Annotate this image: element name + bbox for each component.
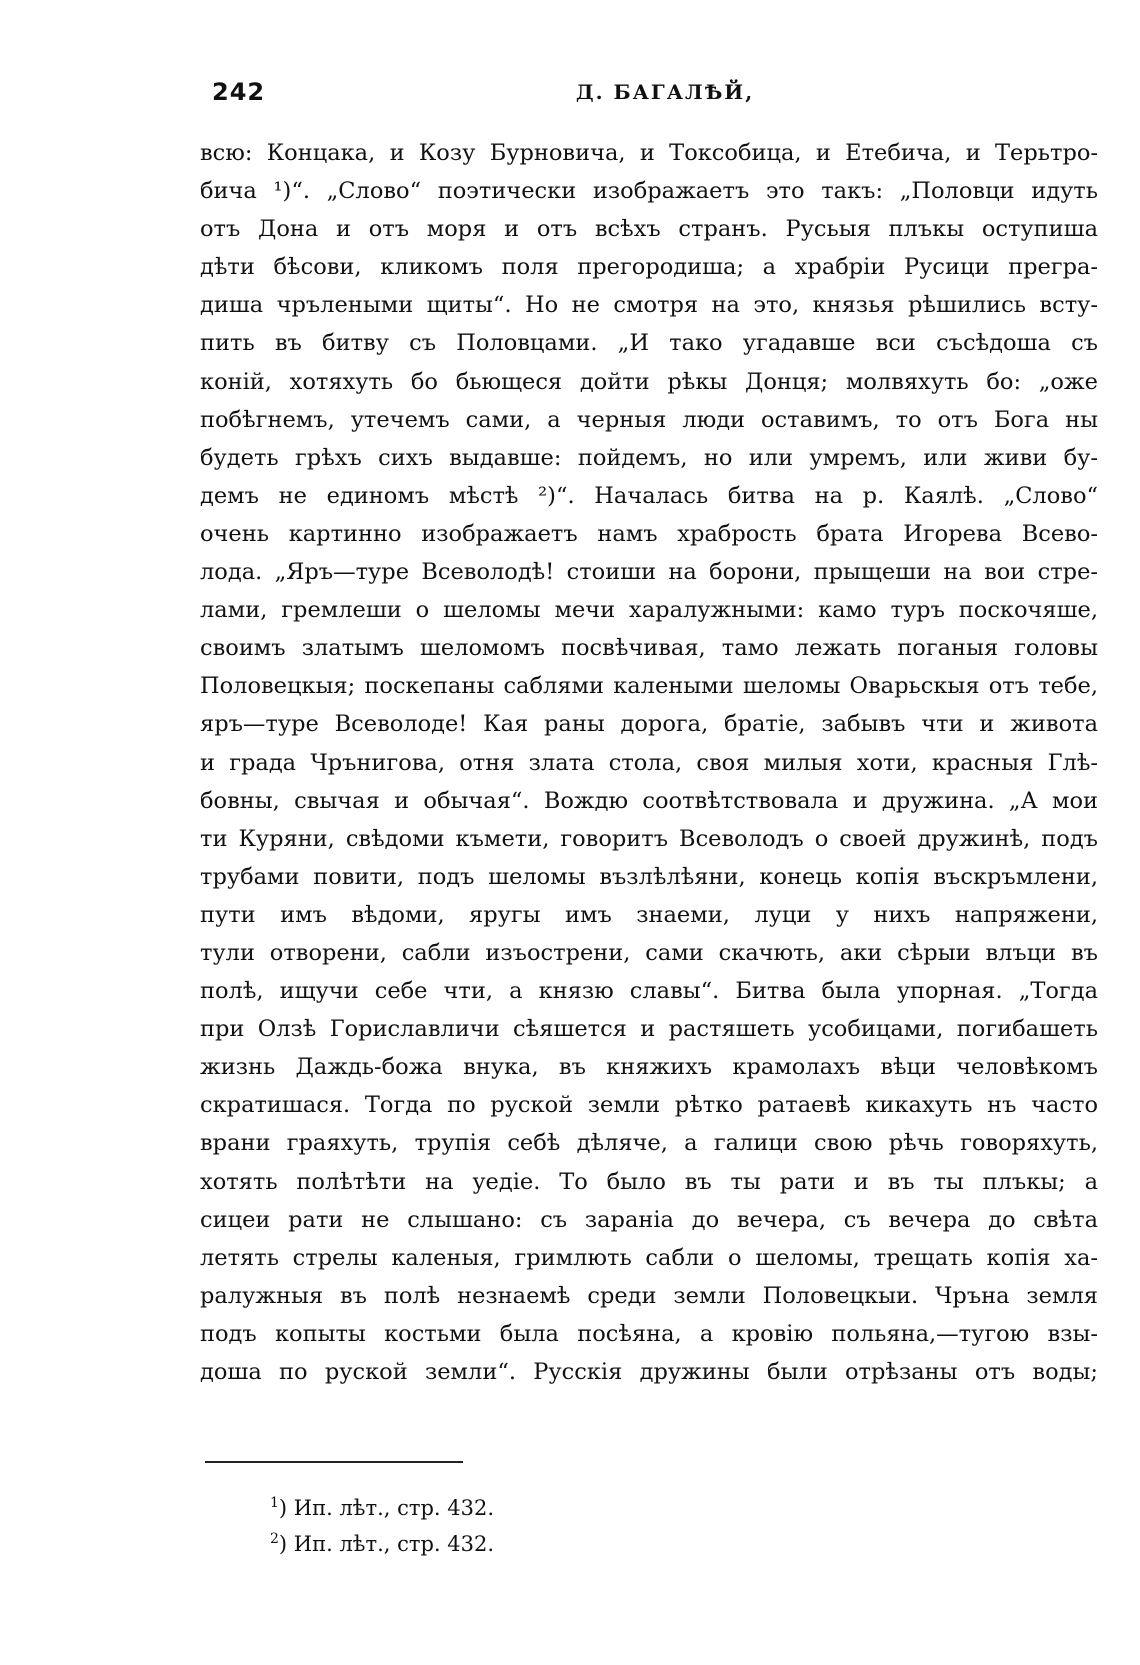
running-head-author: Д. БАГАЛѢЙ, — [575, 80, 755, 104]
text-line: бича ¹)“. „Слово“ поэтически изображаетъ это такъ: „Половци идуть — [200, 178, 1098, 205]
running-head — [200, 78, 1100, 112]
footnotes — [270, 1490, 770, 1562]
text-line: яръ—туре Всеволоде! Кая раны дорога, братіе, забывъ чти и живота — [200, 711, 1098, 738]
text-line: коній, хотяхуть бо бьющеся дойти рѣкы Донця; молвяхуть бо: „оже — [200, 368, 1098, 395]
footnote-mark: 1 — [270, 1495, 279, 1511]
text-line: отъ Дона и отъ моря и отъ всѣхъ странъ. Русьыя плъкы оступиша — [200, 216, 1098, 243]
footnote-text: ) Ип. лѣт., стр. 432. — [278, 1496, 495, 1520]
footnote-1 — [270, 1490, 770, 1526]
text-line: жизнь Даждь-божа внука, въ княжихъ крамолахъ вѣци человѣкомъ — [200, 1054, 1098, 1081]
text-line: при Олзѣ Гориславличи сѣяшется и растяшеть усобицами, погибашеть — [200, 1016, 1098, 1043]
main-text — [200, 134, 1098, 1391]
text-line: всю: Концака, и Козу Бурновича, и Токсобица, и Етебича, и Терьтро- — [200, 140, 1098, 166]
text-line: лода. „Яръ—туре Всеволодѣ! стоиши на борони, прыщеши на вои стре- — [200, 559, 1098, 586]
text-line: подъ копыты костьми была посѣяна, а кровію польяна,—тугою взы- — [200, 1320, 1098, 1347]
text-line: лами, гремлеши о шеломы мечи харалужными: камо туръ поскочяше, — [200, 597, 1098, 624]
footnote-divider — [205, 1461, 463, 1463]
text-line: тули отворени, сабли изъострени, сами скачють, аки сѣрыи влъци въ — [200, 939, 1098, 966]
text-line: хотять полѣтѣти на уедіе. То было въ ты рати и въ ты плъкы; а — [200, 1168, 1098, 1195]
text-line: полѣ, ищучи себе чти, а князю славы“. Битва была упорная. „Тогда — [200, 978, 1098, 1005]
text-line: сицеи рати не слышано: съ зараніа до вечера, съ вечера до свѣта — [200, 1206, 1098, 1233]
footnote-mark: 2 — [270, 1531, 279, 1547]
page-number: 242 — [212, 78, 266, 106]
text-line: трубами повити, подъ шеломы възлѣлѣяни, конець копія въскръмлени, — [200, 863, 1098, 890]
text-line: скратишася. Тогда по руской земли рѣтко ратаевѣ кикахуть нъ часто — [200, 1092, 1098, 1119]
text-line: пить въ битву съ Половцами. „И тако угадавше вси съсѣдоша съ — [200, 330, 1098, 357]
text-line: бовны, свычая и обычая“. Вождю соотвѣтствовала и дружина. „А мои — [200, 787, 1098, 814]
text-line: летять стрелы каленыя, гримлють сабли о шеломы, трещать копія ха- — [200, 1244, 1098, 1271]
text-line: ти Куряни, свѣдоми къмети, говоритъ Всеволодъ о своей дружинѣ, подъ — [200, 825, 1098, 852]
text-line: ралужныя въ полѣ незнаемѣ среди земли Половецкыи. Чръна земля — [200, 1282, 1098, 1309]
text-line: врани граяхуть, трупія себѣ дѣляче, а галици свою рѣчь говоряхуть, — [200, 1130, 1098, 1157]
text-line: и града Чрънигова, отня злата стола, своя милыя хоти, красныя Глѣ- — [200, 749, 1098, 776]
text-line: очень картинно изображаетъ намъ храбрость брата Игорева Всево- — [200, 520, 1098, 547]
text-line: доша по руской земли“. Русскія дружины были отрѣзаны отъ воды; — [200, 1359, 1098, 1385]
text-line: дѣти бѣсови, кликомъ поля прегородиша; а храбріи Русици прегра- — [200, 254, 1098, 281]
footnote-text: ) Ип. лѣт., стр. 432. — [278, 1532, 495, 1556]
text-line: демъ не единомъ мѣстѣ ²)“. Началась битва на р. Каялѣ. „Слово“ — [200, 482, 1098, 509]
text-line: диша чрълеными щиты“. Но не смотря на это, князья рѣшились всту- — [200, 292, 1098, 319]
text-line: будеть грѣхъ сихъ выдавше: пойдемъ, но или умремъ, или живи бу- — [200, 444, 1098, 471]
footnote-2 — [270, 1526, 770, 1562]
text-line: Половецкыя; поскепаны саблями калеными шеломы Оварьскыя отъ тебе, — [200, 673, 1098, 700]
text-line: пути имъ вѣдоми, яругы имъ знаеми, луци у нихъ напряжени, — [200, 901, 1098, 928]
text-line: своимъ златымъ шеломомъ посвѣчивая, тамо лежать поганыя головы — [200, 635, 1098, 662]
text-line: побѣгнемъ, утечемъ сами, а черныя люди оставимъ, то отъ Бога ны — [200, 406, 1098, 433]
